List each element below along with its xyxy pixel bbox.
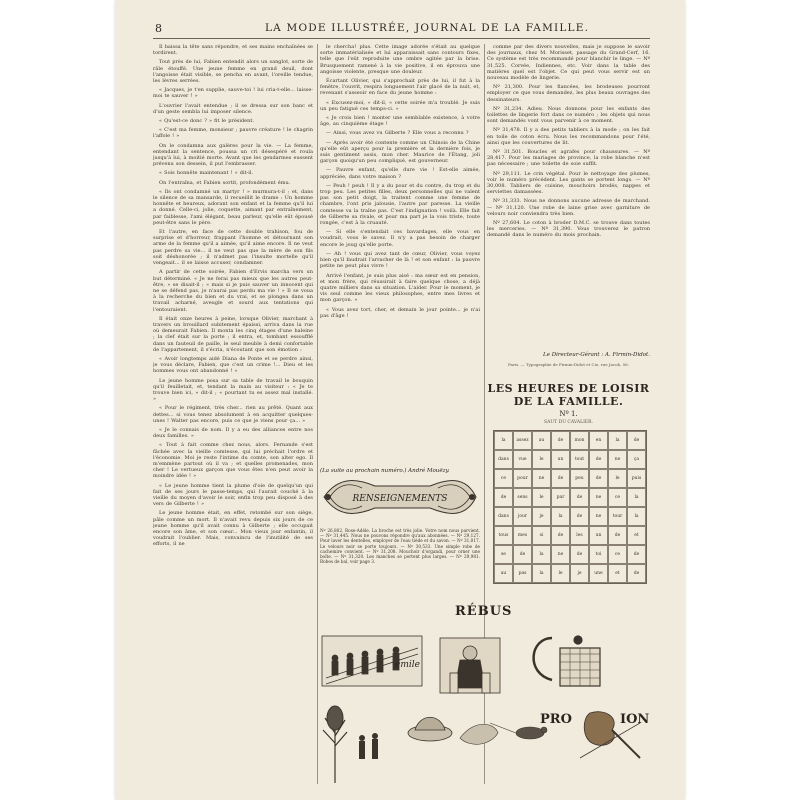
grid-cell: jour <box>513 507 532 526</box>
renseignements-label: RENSEIGNEMENTS <box>352 494 448 504</box>
paragraph: A partir de cette soirée, Fabien d'Ervis marcha vers un but déterminé. « Je ne ferai pas mieux que les autres peut-être, » se disait-il ; « mais si je puis sauver un innocent qui ne se défend pas, je n'aurai pas perdu ma vie ! » Il se voua à la recherche du bien et du vrai, et se plongea dans un travail acharné, aveugle et sourd aux tentations qui l'entouraient. <box>153 269 313 313</box>
hat-icon <box>408 717 452 741</box>
grid-cell: je <box>532 507 551 526</box>
grid-cell: un <box>551 450 570 469</box>
grid-cell: de <box>551 431 570 450</box>
paragraph: « Avoir longtemps aidé Diana de Ponte et se perdre ainsi, je vous déclare, Fabien, que c'est un crime !... Dieu et les hommes vous ont abandonné ! » <box>153 355 313 375</box>
article-column-2 <box>320 44 480 464</box>
grid-cell: la <box>494 431 513 450</box>
renseignements-text: Nº 26,802, Rose-Adèle. La broche est très jolie. Votre nom nous parvient. — Nº 31,445. Nous ne pouvons répondre qu'aux abonnées. — Nº 29,127. Pour laver les dentelles, employer de l'eau tiède et du savon. — Nº 31,017. Le velours noir se porte toujours. — Nº 30,533. Une simple robe de cachemire convient. — Nº 31,208. Mouchoir d'organdi, pour orner une boîte. — Nº 31,320. Les manches se portent plus larges. — Nº 29,981. Robes de bal, voir page 3. <box>320 528 480 565</box>
paragraph: « Qu'est-ce donc ? » fit le président. <box>159 118 254 125</box>
grid-cell: le <box>532 450 551 469</box>
grid-cell: ce <box>608 545 627 564</box>
paragraph: Le jeune homme était, en effet, retombé sur son siège, pâle comme un mort. Il n'avait revu depuis six jours de ce jeune homme qu'il avait connu à Gilberte ; elle occupait encore son âme, et son cœur... Mon vieux jour enfantin, il voudrait l'oublier. Mais, convaincu de l'inutilité de ses efforts, il ne <box>153 510 313 548</box>
grid-cell: vue <box>513 450 532 469</box>
grid-cell: de <box>513 545 532 564</box>
rebus-title: RÉBUS <box>455 604 513 619</box>
grid-cell: la <box>627 488 646 507</box>
rebus-word-emile: émile <box>395 660 420 670</box>
paragraph: Nº 29,111. Le crin végétal. Pour le nettoyage des plumes, voir le numéro précédent. Les gants se portent longs. — Nº 30,008. Tabliers de cuisine, mouchoirs brodés, nappes et serviettes damassées. <box>487 170 650 196</box>
header-rule <box>153 38 650 39</box>
article-column-1 <box>153 44 313 784</box>
paragraph: Écartant Olivier, qui s'approchait près de lui, il fut à la fenêtre, l'ouvrit, respira longuement l'air glacé de la nuit, et, revenant s'asseoir en face du jeune homme : <box>320 78 480 97</box>
grid-cell: de <box>608 526 627 545</box>
grid-cell: tour <box>608 507 627 526</box>
paragraph: Nº 31,333. Nous ne donnons aucune adresse de marchand. — Nº 31,120. Une robe de laine grise avec garniture de velours noir conviendra très bien. <box>487 198 650 217</box>
paragraph: « Jacques, je t'en supplie, sauve-toi ! lui cria-t-elle... laisse-moi te sauver ! » <box>153 87 313 100</box>
grid-cell: le <box>551 564 570 583</box>
grid-cell: ça <box>627 450 646 469</box>
grid-cell: de <box>627 545 646 564</box>
paragraph: Tout près de lui, Fabien entendit alors un sanglot, sorte de râle étouffé. Une jeune femme en grand deuil, dont l'angoisse était visible, se pencha en avant, l'oreille tendue, les lèvres serrées. <box>153 59 313 85</box>
rat-icon <box>490 723 547 739</box>
paragraph: — Après avoir été contente comme un Chinois de la Chine qu'elle eût aperçu pour la première et la dernière fois, je suis gentiment assis, mon cher. Maurice de l'Étang, joli garçon quoiqu'un peu compliqué, est gouverneur. <box>320 139 480 165</box>
paragraph: « Vous avez tort, cher, et demain le jour pointe... je n'ai pas d'âge ! <box>320 306 480 319</box>
paragraph: L'ouvrier l'avait entendue ; il se dressa sur son banc et d'un geste sembla lui imposer silence. <box>153 102 313 115</box>
rebus-word-pro: PRO <box>540 712 572 727</box>
grid-cell: la <box>532 545 551 564</box>
grid-cell: ce <box>494 469 513 488</box>
grid-cell: au <box>494 564 513 583</box>
rebus-illustration <box>320 618 650 788</box>
grid-cell: et <box>608 564 627 583</box>
grid-cell: une <box>589 564 608 583</box>
paragraph: « Excusez-moi, » dit-il, « cette soirée m'a troublé. Je suis un peu fatigué ces temps-ci. » <box>320 99 480 112</box>
paragraph: Il baissa la tête sans répondre, et ses mains enchaînées se tordirent. <box>153 44 313 57</box>
paragraph: Nº 21,300. Pour les fiancées, les brodeuses pourront employer ce que vous demandez, les plus beaux ouvrages des dessinateurs. <box>487 84 650 103</box>
paragraph: comme par des divers nouvelles, mais je suppose le savoir des journaux, chez M. Morisset, passage du Grand-Cerf, 16. Ce système est très recommandé pour blanchir le linge. — Nº 31,525. Corvée, Indiennes, etc. Voir dans la table des matières quel est l'objet. Ce qui peut vous servir est un nouveau modèle de lingerie. <box>487 44 650 82</box>
paragraph: Le jeune homme posa sur sa table de travail le bouquin qu'il feuilletait, et, tendant la main au visiteur : « Je te trouve bien ici, » dit-il ; « pourtant tu es assez mal installé. » <box>153 377 313 403</box>
man-armchair-icon <box>440 638 500 693</box>
grid-cell: ce <box>608 488 627 507</box>
grid-cell: mes <box>513 526 532 545</box>
paragraph: Nº 31,478. Il y a des petits tabliers à la mode ; on les fait en toile de coton écru. Nous les recommandons pour l'été, ainsi que les couvertures de lit. <box>487 127 650 146</box>
grid-cell: de <box>570 545 589 564</box>
paragraph: « Le jeune homme tient la plume d'oie de quelqu'un qui fait de ses jours le passe-temps, qui l'aurait couché à la vieille du moyen d'avoir le soir, enfin trop peu disposé à des vers de Gilberte ! » <box>153 482 313 508</box>
grid-cell: le <box>608 469 627 488</box>
rebus-word-ion: ION <box>620 712 650 727</box>
answers-column <box>487 44 650 344</box>
grid-cell: dans <box>494 450 513 469</box>
leaf-icon <box>460 724 498 744</box>
paragraph: Il était onze heures à peine, lorsque Olivier, marchant à travers un brouillard subitement épaissi, arriva dans la rue où demeurait Fabien. Il monta les cinq étages d'une haleine ; la clef était sur la porte ; il entra, et, tombant essoufflé dans un fauteuil de paille, le seul meuble à demi confortable de l'appartement, il s'écria, n'écoutant que son émotion : <box>153 315 313 353</box>
grid-cell: ne <box>551 545 570 564</box>
paragraph: — Peuh ! peuh ! Il y a du pour et du contre, du trop et du trop peu. Les petites filles, deux personnelles qui ne valent pas son petit doigt, la traitent comme une femme de chambre, l'ont pris jalousie, l'autre par paresse. La vieille comtesse va la traîne pas. C'est l'indignation ! voilà. Elle fait de Gilberte sa rivale, et pour ma part je la vois triste, toute rongée, c'est à la cruauté. <box>320 182 480 227</box>
grid-cell: de <box>551 469 570 488</box>
letter-c-figure-icon <box>534 636 600 686</box>
paragraph: — Pauvre enfant, qu'elle dure vie ! Est-elle aimée, appréciée, dans votre maison ? <box>320 167 480 180</box>
grid-cell: dans <box>494 507 513 526</box>
grid-cell: de <box>589 450 608 469</box>
grid-cell: de <box>589 469 608 488</box>
knight-tour-grid <box>493 430 647 584</box>
grid-cell: de <box>627 431 646 450</box>
grid-cell: tout <box>570 450 589 469</box>
paragraph: « Je crois bien ! monter une semblable existence, à votre âge, au cinquième étage ! <box>320 115 480 128</box>
paragraph: « Tout à fait comme chez nous, alors. Fernande s'est fâchée avec la vieille comtesse, qui lui préchait l'ordre et l'économie. Moi je reste l'intime du comte, son alter ego. Il m'emmène partout où il va ; et quelles promenades, mon cher ! Le vertueux garçon que vous êtes n'en peut avoir la moindre idée ! » <box>153 442 313 480</box>
grid-cell: en <box>589 431 608 450</box>
grid-cell: et <box>627 526 646 545</box>
grid-cell: assez <box>513 431 532 450</box>
article-signature: (La suite au prochain numéro.) André Mouëzy. <box>320 468 450 474</box>
newspaper-page <box>115 0 685 800</box>
grid-cell: peu <box>570 469 589 488</box>
page-number: 8 <box>155 22 162 35</box>
grid-cell: de <box>551 526 570 545</box>
grid-cell: tous <box>494 526 513 545</box>
paragraph: — Si elle s'entendait ces bavardages, elle vous en voudrait, vous le savez. Il n'y a pas besoin de charger encore le joug qu'elle porte. <box>320 229 480 248</box>
grid-cell: pas <box>513 564 532 583</box>
grid-cell: sens <box>513 488 532 507</box>
paragraph: « C'est ma femme, monsieur ; pauvre créature ! le chagrin l'affole ! » <box>153 127 313 140</box>
paragraph: Arrivé l'enfant, je suis plus aisé : ma sœur est en pension, et mon frère, qui réussirait à faire quelque chose, a déjà quatre milliers dans sa situation. L'aider. Pour le moment, je vis seul comme les vieux philosophes, entre mes livres et mon garçon. » <box>320 272 480 304</box>
grid-cell: de <box>627 564 646 583</box>
paragraph: On l'entraîna, et Fabien sortit, profondément ému. <box>159 179 291 186</box>
puzzle-number: Nº 1. <box>559 410 578 418</box>
paragraph: — Ainsi, vous avez vu Gilberte ? Elle vous a reconnu ? <box>326 130 469 137</box>
tree-icon <box>323 706 347 783</box>
grid-cell: un <box>589 526 608 545</box>
paragraph: « Pour le régiment, très cher... rien au prêté. Quant aux dettes... si vous tenez absolument à en acquitter quelques-unes ! Walter pas encore, puis ce que je viens pour ça... » <box>153 405 313 424</box>
grid-cell: la <box>627 507 646 526</box>
grid-cell: par <box>551 488 570 507</box>
column-divider <box>317 44 318 784</box>
grid-cell: le <box>532 488 551 507</box>
grid-cell: les <box>570 526 589 545</box>
paragraph: le chercha! plus. Cette image adorée s'était au quelque sorte immatérialisée et lui apparaissait sans contours fixes, telle que l'eût reproduite une ombre agitée par la brise. Brusquement ramené à la vie positive, il en éprouva une angoisse violente, presque une douleur. <box>320 44 480 75</box>
paragraph: Nº 27,604. Le coton à broder D.M.C. se trouve dans toutes les merceries. — Nº 31,390. Vous trouverez le patron demandé dans le numéro du mois prochain. <box>487 220 650 239</box>
grid-cell: de <box>494 488 513 507</box>
loisir-title: LES HEURES DE LOISIR DE LA FAMILLE. <box>487 382 650 408</box>
paragraph: « Sois honnête maintenant ! » dit-il. <box>159 170 254 177</box>
grid-cell: si <box>532 526 551 545</box>
grid-cell: je <box>570 564 589 583</box>
paragraph: On le condamna aux galères pour la vie. — La femme, entendant la sentence, poussa un cri désespéré et roula jusqu'à lui, à moitié morte. Avant que les gendarmes eussent prévenu son dessein, il put l'embrasser. <box>153 142 313 168</box>
renseignements-banner <box>320 472 480 522</box>
paragraph: Nº 31,234. Adieu. Nous donnons pour les enfants des toilettes de lingerie fort dans ce numéro ; les objets qui nous sont demandés vont vous parvenir à ce moment. <box>487 105 650 125</box>
printer-line: Paris. — Typographie de Firmin-Didot et Cie, rue Jacob, 56. <box>508 362 629 367</box>
paragraph: « Je le connais de nom. Il y a eu des alliances entre nos deux familles. » <box>153 426 313 440</box>
running-head: LA MODE ILLUSTRÉE, JOURNAL DE LA FAMILLE. <box>265 22 590 34</box>
grid-cell: ne <box>589 507 608 526</box>
grid-cell: mon <box>570 431 589 450</box>
paragraph: Et l'autre, en face de cette double trahison, fou de surprise et d'horreur, frappant l'homme et détournant son arme de la femme qu'il a aimée, qu'il aime encore. Il ne veut pas perdre sa vie... il ne veut pas que la mère de son fils soit déshonorée ; il n'admet pas l'insulte mortelle qu'il vengeait... il se laisse accuser, condamner. <box>153 229 313 267</box>
grid-cell: de <box>570 507 589 526</box>
grid-cell: pour <box>513 469 532 488</box>
grid-cell: ne <box>589 488 608 507</box>
figures-icon <box>359 733 378 759</box>
grid-cell: toi <box>589 545 608 564</box>
grid-cell: la <box>608 431 627 450</box>
director-signature: Le Directeur-Gérant : A. Firmin-Didot. <box>543 352 650 358</box>
grid-cell: la <box>551 507 570 526</box>
grid-cell: de <box>570 488 589 507</box>
paragraph: Nº 31,501. Boucles et agrafes pour chaussures. — Nº 28,417. Pour les mariages de province, la robe blanche n'est pas nécessaire ; une toilette de soie suffit. <box>487 149 650 168</box>
grid-cell: se <box>494 545 513 564</box>
grid-cell: la <box>532 564 551 583</box>
grid-cell: au <box>532 431 551 450</box>
puzzle-subtitle: SAUT DU CAVALIER. <box>544 420 593 425</box>
grid-cell: ne <box>532 469 551 488</box>
grid-cell: puis <box>627 469 646 488</box>
paragraph: « Ils ont condamné un martyr ! » murmura-t-il ; et, dans le silence de sa mansarde, il recueillit le drame : Un homme honnête et heureux, adorant son enfant et la femme qu'il lui a donné. Celle-ci, jolie, coquette, aimant par entraînement, par faiblesse, l'ami élégant, beau parleur, qu'elle eût épousé peut-être sans le père. <box>153 188 313 226</box>
paragraph: — Ah ! vous qui avez tant de cœur, Olivier, vous voyez bien qu'il faudrait l'arracher de là ! et son enfant : la pauvre petite ne peut plus vivre ! <box>320 250 480 270</box>
grid-cell: ne <box>608 450 627 469</box>
